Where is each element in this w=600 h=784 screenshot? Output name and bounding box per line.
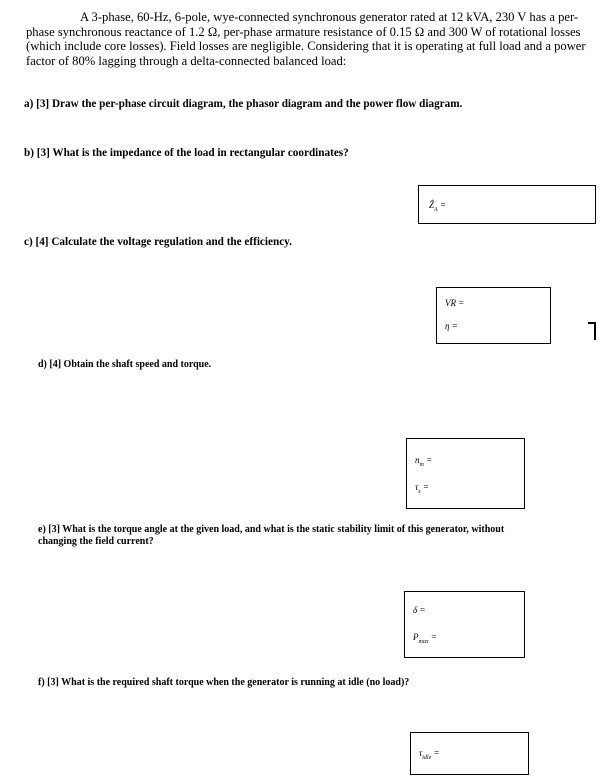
torque-angle-label: δ = bbox=[413, 605, 426, 615]
efficiency-label: η = bbox=[445, 321, 458, 331]
question-b: b) [3] What is the impedance of the load in rectangular coordinates? bbox=[24, 147, 349, 159]
shaft-speed-label: $n_m$ = bbox=[415, 455, 433, 468]
question-c: c) [4] Calculate the voltage regulation and the efficiency. bbox=[24, 236, 292, 248]
answer-box-c[interactable] bbox=[436, 287, 551, 344]
answer-box-d[interactable] bbox=[406, 438, 525, 509]
answer-box-f[interactable] bbox=[410, 732, 529, 775]
question-d: d) [4] Obtain the shaft speed and torque. bbox=[38, 359, 212, 370]
shaft-torque-label: $\tau_s$ = bbox=[415, 482, 429, 495]
problem-statement bbox=[26, 10, 596, 68]
page-edge-mark bbox=[594, 322, 596, 340]
intro-text: A 3-phase, 60-Hz, 6-pole, wye-connected synchronous generator rated at 12 kVA, 230 V has a per-phase synchronous reactance of 1.2 Ω, per-phase armature resistance of 0.15 Ω and 300 W of rotational losses (which include core losses). Field losses are negligible. Considering that it is operating at full load and a power factor of 80% lagging through a delta-connected balanced load: bbox=[26, 10, 586, 68]
idle-torque-label: $\tau_{idle}$ = bbox=[419, 748, 440, 761]
question-a: a) [3] Draw the per-phase circuit diagram, the phasor diagram and the power flow diagram. bbox=[24, 98, 463, 110]
impedance-label: Ẑ$_A$ = bbox=[429, 200, 447, 213]
question-f: f) [3] What is the required shaft torque when the generator is running at idle (no load)? bbox=[38, 677, 410, 688]
answer-box-e[interactable] bbox=[404, 591, 525, 658]
answer-box-b[interactable] bbox=[418, 185, 596, 224]
stability-limit-label: $P_{max}$ = bbox=[413, 632, 437, 645]
question-e: e) [3] What is the torque angle at the given load, and what is the static stability limit of this generator, without changing the field current? bbox=[38, 524, 505, 547]
voltage-regulation-label: VR = bbox=[445, 298, 465, 308]
